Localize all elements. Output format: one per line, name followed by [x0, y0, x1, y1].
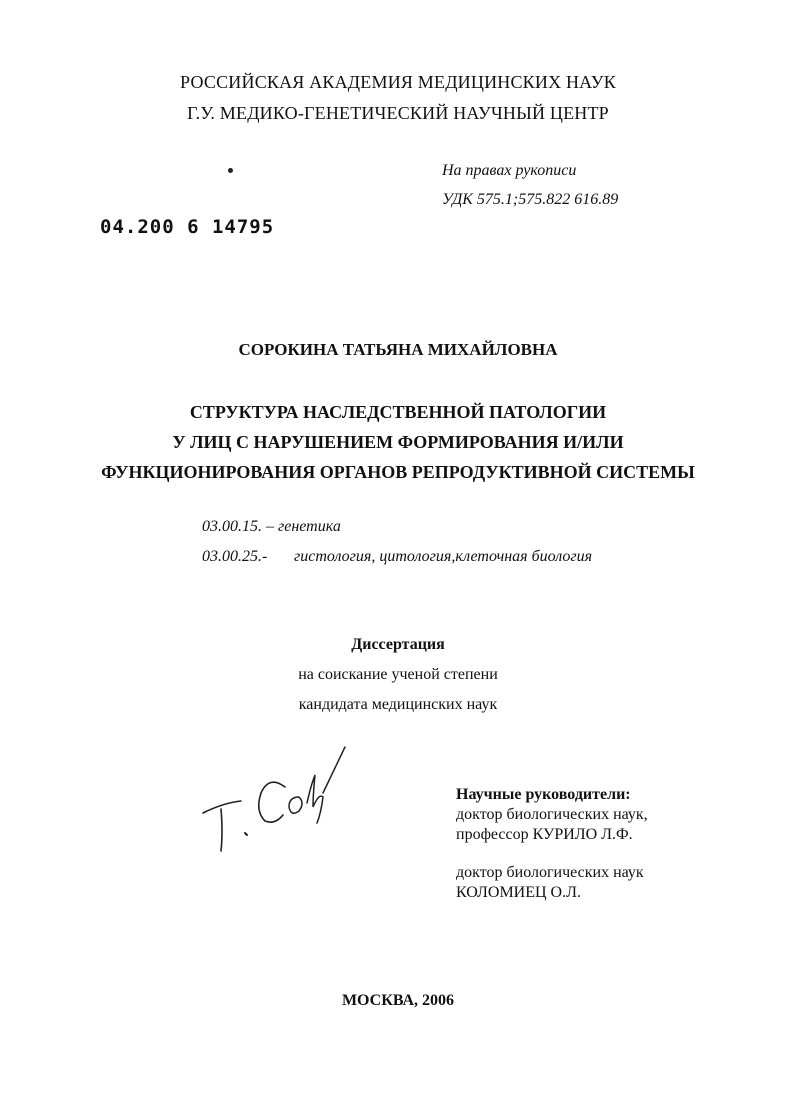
ink-dot — [228, 168, 233, 173]
degree-line-1: на соискание ученой степени — [298, 666, 498, 683]
title-line-1: СТРУКТУРА НАСЛЕДСТВЕННОЙ ПАТОЛОГИИ — [189, 402, 607, 422]
library-stamp-number: 04.200 6 14795 — [100, 216, 275, 238]
supervisor-2-degree: доктор биологических наук — [456, 864, 644, 881]
center-name: Г.У. МЕДИКО-ГЕНЕТИЧЕСКИЙ НАУЧНЫЙ ЦЕНТР — [187, 103, 609, 123]
supervisor-1-name: профессор КУРИЛО Л.Ф. — [456, 826, 633, 843]
supervisor-1-degree: доктор биологических наук, — [456, 806, 648, 823]
supervisor-2-name: КОЛОМИЕЦ О.Л. — [456, 884, 581, 901]
specialty-genetics: 03.00.15. – генетика — [202, 518, 341, 535]
udc-code: УДК 575.1;575.822 616.89 — [442, 191, 619, 208]
institution-name: РОССИЙСКАЯ АКАДЕМИЯ МЕДИЦИНСКИХ НАУК — [180, 72, 616, 92]
handwritten-signature — [195, 745, 355, 860]
manuscript-rights: На правах рукописи — [442, 162, 577, 179]
title-line-3: ФУНКЦИОНИРОВАНИЯ ОРГАНОВ РЕПРОДУКТИВНОЙ СИСТЕМЫ — [101, 462, 695, 482]
city-year: МОСКВА, 2006 — [341, 992, 455, 1009]
dissertation-heading: Диссертация — [351, 636, 445, 653]
specialty-code-histology: 03.00.25.- — [202, 548, 268, 565]
supervisors-heading: Научные руководители: — [456, 786, 631, 803]
title-line-2: У ЛИЦ С НАРУШЕНИЕМ ФОРМИРОВАНИЯ И/ИЛИ — [172, 432, 624, 452]
degree-line-2: кандидата медицинских наук — [298, 696, 498, 713]
specialty-name-histology: гистология, цитология,клеточная биология — [294, 548, 593, 565]
author-name: СОРОКИНА ТАТЬЯНА МИХАЙЛОВНА — [238, 340, 558, 359]
